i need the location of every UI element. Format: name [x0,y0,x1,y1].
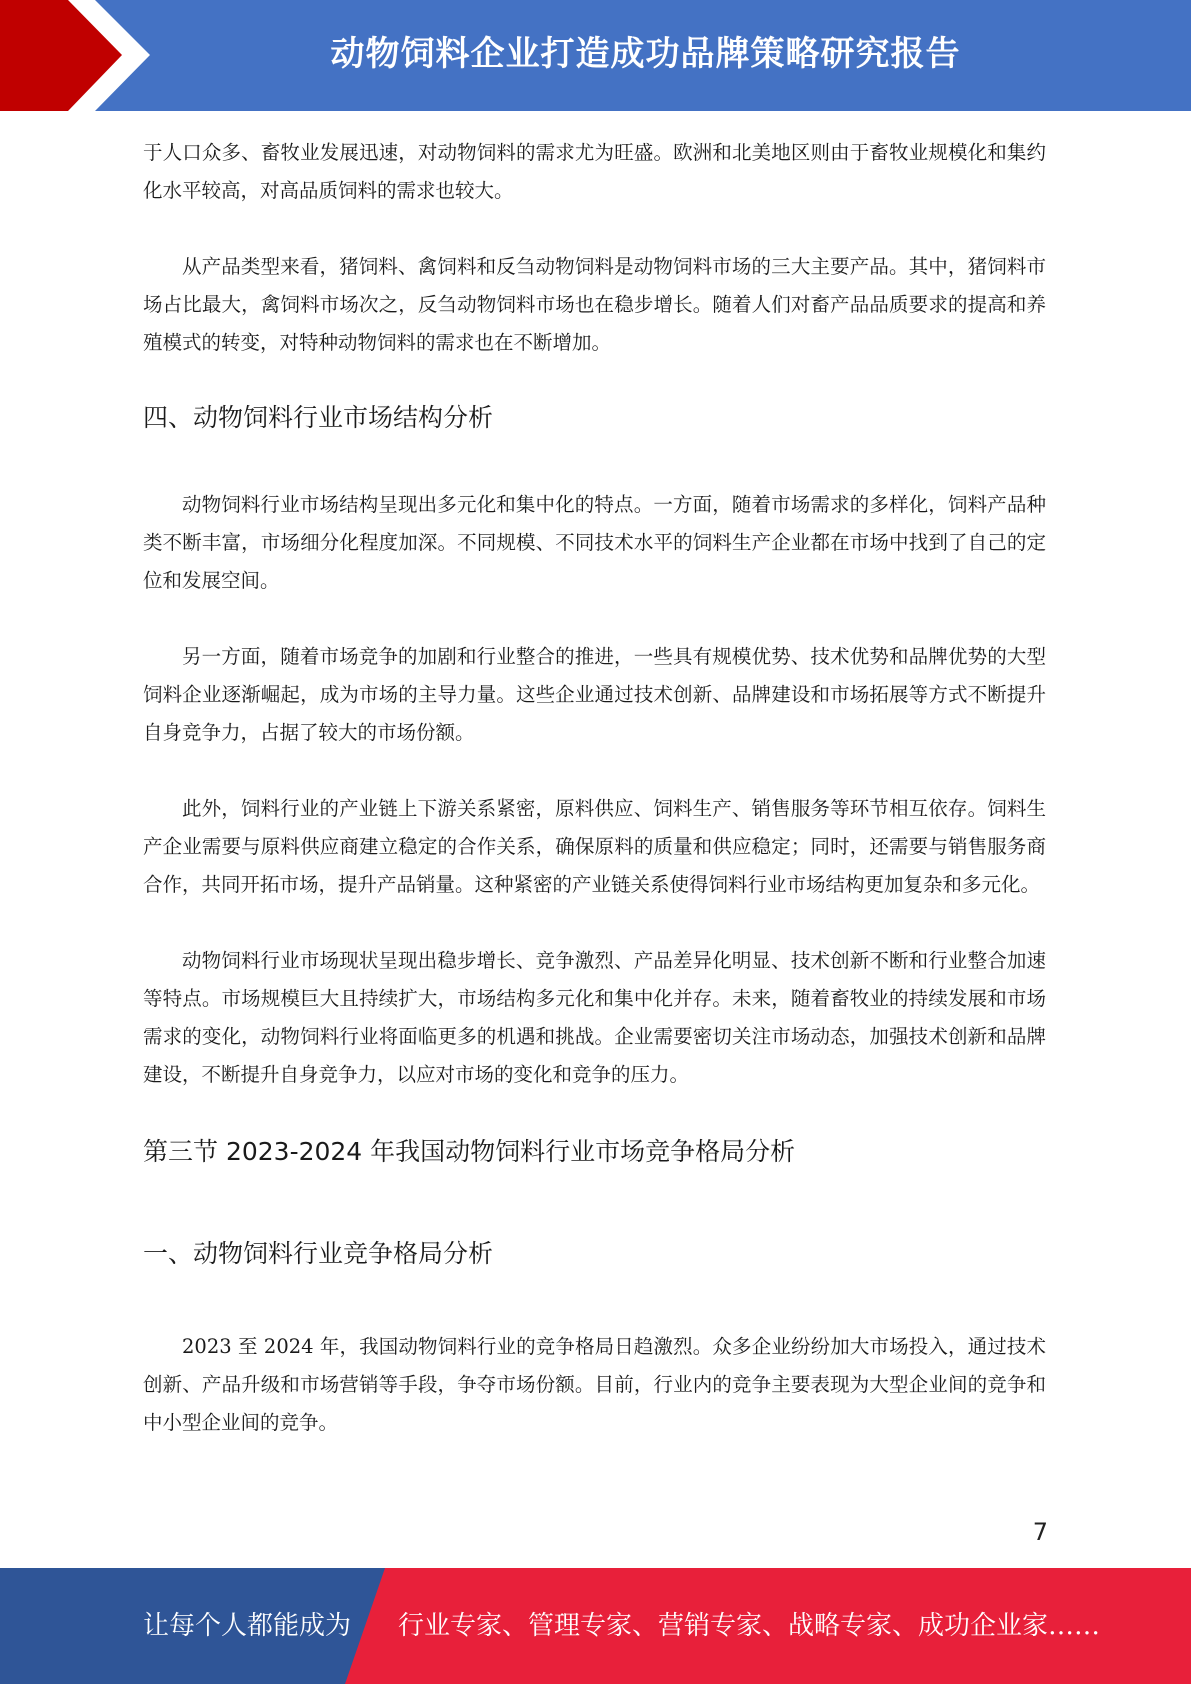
footer-slogan-right: 行业专家、管理专家、营销专家、战略专家、成功企业家…… [398,1611,1101,1641]
paragraph-structure-1: 动物饲料行业市场结构呈现出多元化和集中化的特点。一方面，随着市场需求的多样化，饲料产品种类不断丰富，市场细分化程度加深。不同规模、不同技术水平的饲料生产企业都在市场中找到了自己的定位和发展空间。 [143,493,1046,592]
paragraph-market-status: 动物饲料行业市场现状呈现出稳步增长、竞争激烈、产品差异化明显、技术创新不断和行业整合加速等特点。市场规模巨大且持续扩大，市场结构多元化和集中化并存。未来，随着畜牧业的持续发展和市场需求的变化，动物饲料行业将面临更多的机遇和挑战。企业需要密切关注市场动态，加强技术创新和品牌建设，不断提升自身竞争力，以应对市场的变化和竞争的压力。 [143,949,1046,1086]
section-heading-market-structure: 四、动物饲料行业市场结构分析 [143,403,494,432]
paragraph-competition: 2023 至 2024 年，我国动物饲料行业的竞争格局日趋激烈。众多企业纷纷加大市场投入，通过技术创新、产品升级和市场营销等手段，争夺市场份额。目前，行业内的竞争主要表现为大型企业间的竞争和中小型企业间的竞争。 [143,1335,1046,1434]
footer-slogan-left: 让每个人都能成为 [143,1611,352,1641]
page-number: 7 [1032,1518,1048,1546]
footer-banner [0,1568,1191,1684]
paragraph-structure-2: 另一方面，随着市场竞争的加剧和行业整合的推进，一些具有规模优势、技术优势和品牌优势的大型饲料企业逐渐崛起，成为市场的主导力量。这些企业通过技术创新、品牌建设和市场拓展等方式不断提升自身竞争力，占据了较大的市场份额。 [143,645,1046,744]
paragraph-continued: 于人口众多、畜牧业发展迅速，对动物饲料的需求尤为旺盛。欧洲和北美地区则由于畜牧业规模化和集约化水平较高，对高品质饲料的需求也较大。 [143,141,1046,202]
section-heading-competition: 一、动物饲料行业竞争格局分析 [143,1239,494,1268]
paragraph-product-types: 从产品类型来看，猪饲料、禽饲料和反刍动物饲料是动物饲料市场的三大主要产品。其中，猪饲料市场占比最大，禽饲料市场次之，反刍动物饲料市场也在稳步增长。随着人们对畜产品品质要求的提高和养殖模式的转变，对特种动物饲料的需求也在不断增加。 [143,255,1046,354]
header-banner [0,0,1191,111]
chevron-arrow-icon [0,0,160,111]
report-title: 动物饲料企业打造成功品牌策略研究报告 [330,34,961,74]
document-body [143,134,1046,1442]
paragraph-structure-3: 此外，饲料行业的产业链上下游关系紧密，原料供应、饲料生产、销售服务等环节相互依存。饲料生产企业需要与原料供应商建立稳定的合作关系，确保原料的质量和供应稳定；同时，还需要与销售服务商合作，共同开拓市场，提升产品销量。这种紧密的产业链关系使得饲料行业市场结构更加复杂和多元化。 [143,797,1046,896]
chapter-heading-competition: 第三节 2023-2024 年我国动物饲料行业市场竞争格局分析 [143,1137,796,1166]
